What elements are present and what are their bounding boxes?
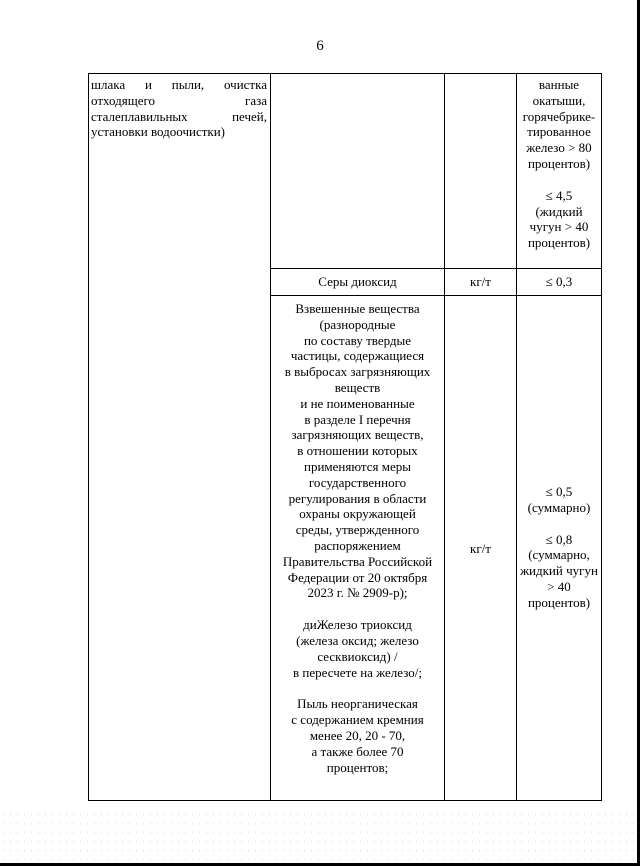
substance-line: применяются меры [304, 458, 411, 474]
substance-line: распоряжением [314, 537, 401, 553]
process-description-cell [91, 77, 267, 140]
limit-line: процентов) [527, 235, 591, 251]
substance-line: Пыль неорганическая [297, 696, 418, 712]
limit-line: ≤ 4,5 [545, 187, 573, 203]
limit-line: ванные [538, 77, 580, 92]
substance-line: а также более 70 [311, 743, 404, 759]
table-border-bottom [88, 800, 602, 801]
substance-line: в разделе I перечня [304, 411, 411, 427]
process-line: сталеплавильных печей, [91, 108, 267, 124]
substance-line: загрязняющих веществ, [291, 427, 424, 443]
substance-line: Правительства Российской [282, 553, 433, 569]
substance-line: государственного [308, 474, 407, 490]
substance-line: Федерации от 20 октября [287, 569, 428, 585]
substance-line: в пересчете на железо/; [293, 664, 422, 680]
substance-line: среды, утвержденного [295, 522, 420, 538]
table-border-right [601, 73, 602, 801]
process-line: установки водоочистки) [91, 124, 225, 140]
page-number: 6 [316, 38, 324, 54]
limit-line: окатыши, [532, 92, 586, 108]
limit-line: (суммарно) [527, 499, 591, 515]
column-divider-2 [444, 73, 445, 801]
scan-noise [0, 810, 640, 860]
substance-line: сесквиоксид) / [317, 648, 398, 664]
substance-line: в выбросах загрязняющих [284, 364, 431, 380]
regulation-table [88, 73, 602, 801]
limit-line: > 40 [547, 578, 571, 594]
limit-line: тированное [527, 124, 591, 140]
process-line: отходящего газа [91, 92, 267, 108]
substance-line: регулирования в области [288, 490, 427, 506]
substance-line: Взвешенные вещества [295, 301, 420, 316]
limit-line: процентов) [527, 594, 591, 610]
substance-line: веществ [334, 379, 381, 395]
limit-line: ≤ 0,5 [545, 484, 573, 499]
substance-line: 2023 г. № 2909-р); [307, 585, 408, 601]
table-border-top [88, 73, 602, 74]
substance-line: и не поименованные [300, 395, 415, 411]
substance-line: с содержанием кремния [291, 712, 424, 728]
process-line: шлака и пыли, очистка [91, 77, 267, 92]
substance-line: диЖелезо триоксид [303, 617, 412, 633]
substance-list-cell [271, 301, 444, 775]
substance-line: в отношении которых [297, 443, 418, 459]
limit-line: ≤ 0,8 [545, 531, 573, 547]
row-divider-1 [270, 268, 602, 269]
substance-line: (железа оксид; железо [296, 632, 419, 648]
substance-line: частицы, содержащиеся [290, 348, 425, 364]
limit-line: чугун > 40 [529, 219, 589, 235]
substance-cell: Серы диоксид [318, 274, 397, 289]
limit-cell-continued [517, 77, 601, 251]
substance-line: (разнородные [319, 316, 396, 332]
substance-line: менее 20, 20 - 70, [309, 727, 406, 743]
limit-line: жидкий чугун [520, 563, 598, 579]
substance-line: процентов; [326, 759, 389, 775]
unit-cell: кг/т [470, 541, 491, 556]
limit-line: горячебрике- [522, 108, 596, 124]
substance-line: охраны окружающей [299, 506, 416, 522]
limit-line: процентов) [527, 155, 591, 171]
unit-cell: кг/т [470, 274, 491, 289]
limit-list-cell [517, 484, 601, 611]
limit-line: (суммарно, [528, 547, 590, 563]
limit-line: (жидкий [535, 203, 583, 219]
row-divider-2 [270, 295, 602, 296]
limit-cell: ≤ 0,3 [545, 274, 573, 289]
table-border-left [88, 73, 89, 801]
substance-line: по составу твердые [303, 332, 412, 348]
limit-line: железо > 80 [526, 140, 592, 156]
